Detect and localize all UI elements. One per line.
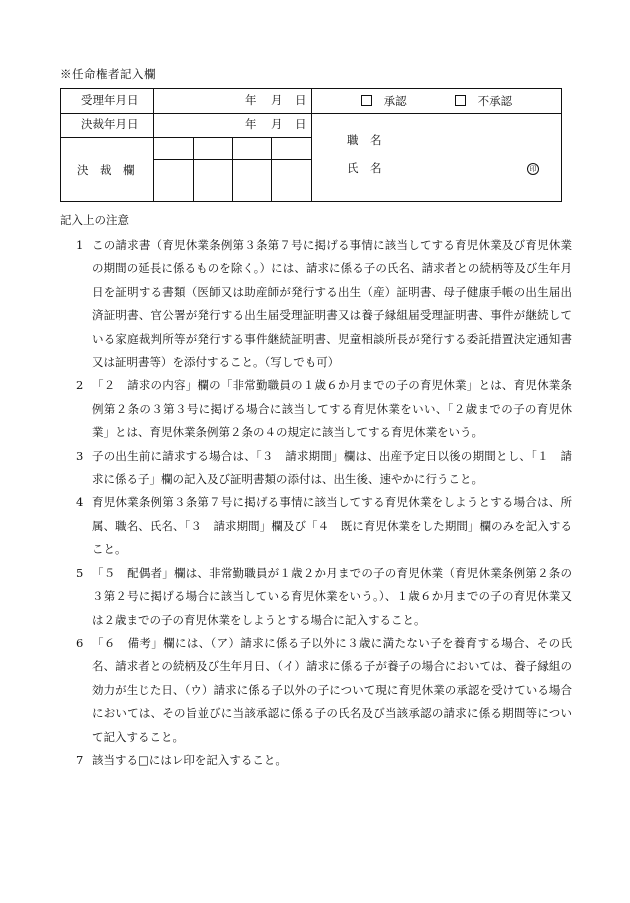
- seal-icon: 印: [527, 163, 539, 175]
- appointer-entry-table: [60, 88, 562, 202]
- approve-option[interactable]: [359, 95, 407, 108]
- decision-date-label: 決裁年月日: [81, 117, 139, 131]
- note-number: 1: [76, 238, 84, 252]
- received-date-month: 月: [271, 93, 283, 107]
- table-vline: [153, 89, 154, 201]
- notes-list: [60, 234, 572, 772]
- note-text: 「６ 備考」欄には、（ア）請求に係る子以外に３歳に満たない子を養育する場合、その氏名、請求者との続柄及び生年月日、（イ）請求に係る子が養子の場合においては、養子縁組の効力が生じた日、（ウ）請求に係る子以外の子について現に育児休業の承認を受けている場合においては、その旨並びに当該承認に係る子の氏名及び当該承認の請求に係る期間等について記入すること。: [92, 635, 572, 744]
- note-number: 7: [76, 752, 84, 767]
- table-hline: [61, 137, 311, 138]
- decision-date-day: 日: [295, 117, 307, 131]
- table-vline: [271, 137, 272, 201]
- section-title: ※任命権者記入欄: [60, 67, 156, 81]
- note-number: 2: [76, 378, 84, 393]
- note-item: [60, 445, 572, 492]
- note-item: [60, 374, 572, 444]
- note-item: [60, 632, 572, 749]
- note-text: 子の出生前に請求する場合は、「３ 請求期間」欄は、出産予定日以後の期間とし、「１ 請求に係る子」欄の記入及び証明書類の添付は、出生後、速やかに行うこと。: [92, 448, 572, 487]
- note-number: 4: [76, 495, 84, 510]
- note-text: 「５ 配偶者」欄は、非常勤職員が１歳２か月までの子の育児休業（育児休業条例第２条の３第２号に掲げる場合に該当している育児休業をいう。）、１歳６か月までの子の育児休業又は２歳までの子の育児休業をしようとする場合に記入すること。: [92, 565, 572, 627]
- table-vline: [193, 137, 194, 201]
- decision-date-month: 月: [271, 117, 283, 131]
- received-date-year: 年: [245, 93, 257, 107]
- note-number: 6: [76, 635, 84, 650]
- decision-field-label: 決 裁 欄: [77, 163, 135, 177]
- note-text: この請求書（育児休業条例第３条第７号に掲げる事情に該当してする育児休業及び育児休業の期間の延長に係るものを除く。）には、請求に係る子の氏名、請求者との続柄等及び生年月日を証明する書類（医師又は助産師が発行する出生（産）証明書、母子健康手帳の出生届出済証明書、官公署が発行する出生届受理証明書又は養子縁組届受理証明書、事件が継続している家庭裁判所等が発行する事件継続証明書、児童相談所長が発行する委託措置決定通知書又は証明書等）を添付すること。（写しでも可）: [92, 238, 572, 370]
- seal-mark: [527, 162, 539, 175]
- received-date-day: 日: [295, 93, 307, 107]
- note-number: 3: [76, 448, 84, 463]
- note-item: [60, 749, 572, 772]
- note-text: 「２ 請求の内容」欄の「非常勤職員の１歳６か月までの子の育児休業」とは、育児休業条例第２条の３第３号に掲げる場合に該当してする育児休業をいい、「２歳までの子の育児休業」とは、育児休業条例第２条の４の規定に該当してする育児休業をいう。: [92, 378, 572, 440]
- note-text: 育児休業条例第３条第７号に掲げる事情に該当してする育児休業をしようとする場合は、所属、職名、氏名、「３ 請求期間」欄及び「４ 既に育児休業をした期間」欄のみを記入すること。: [92, 495, 572, 557]
- table-vline: [232, 137, 233, 201]
- received-date-label: 受理年月日: [81, 93, 139, 107]
- approve-label: 承認: [383, 94, 407, 108]
- note-item: [60, 562, 572, 632]
- name-label: 氏 名: [347, 161, 382, 175]
- note-item: [60, 491, 572, 561]
- note-text: 該当する□にはレ印を記入すること。: [92, 752, 287, 767]
- position-label: 職 名: [347, 133, 382, 147]
- approve-checkbox[interactable]: [361, 95, 372, 106]
- decision-date-year: 年: [245, 117, 257, 131]
- note-item: [60, 234, 572, 374]
- note-number: 5: [76, 565, 84, 580]
- disapprove-label: 不承認: [477, 94, 513, 108]
- disapprove-checkbox[interactable]: [455, 95, 466, 106]
- notes-heading: 記入上の注意: [60, 213, 129, 227]
- table-vline: [311, 89, 312, 201]
- disapprove-option[interactable]: [453, 95, 512, 108]
